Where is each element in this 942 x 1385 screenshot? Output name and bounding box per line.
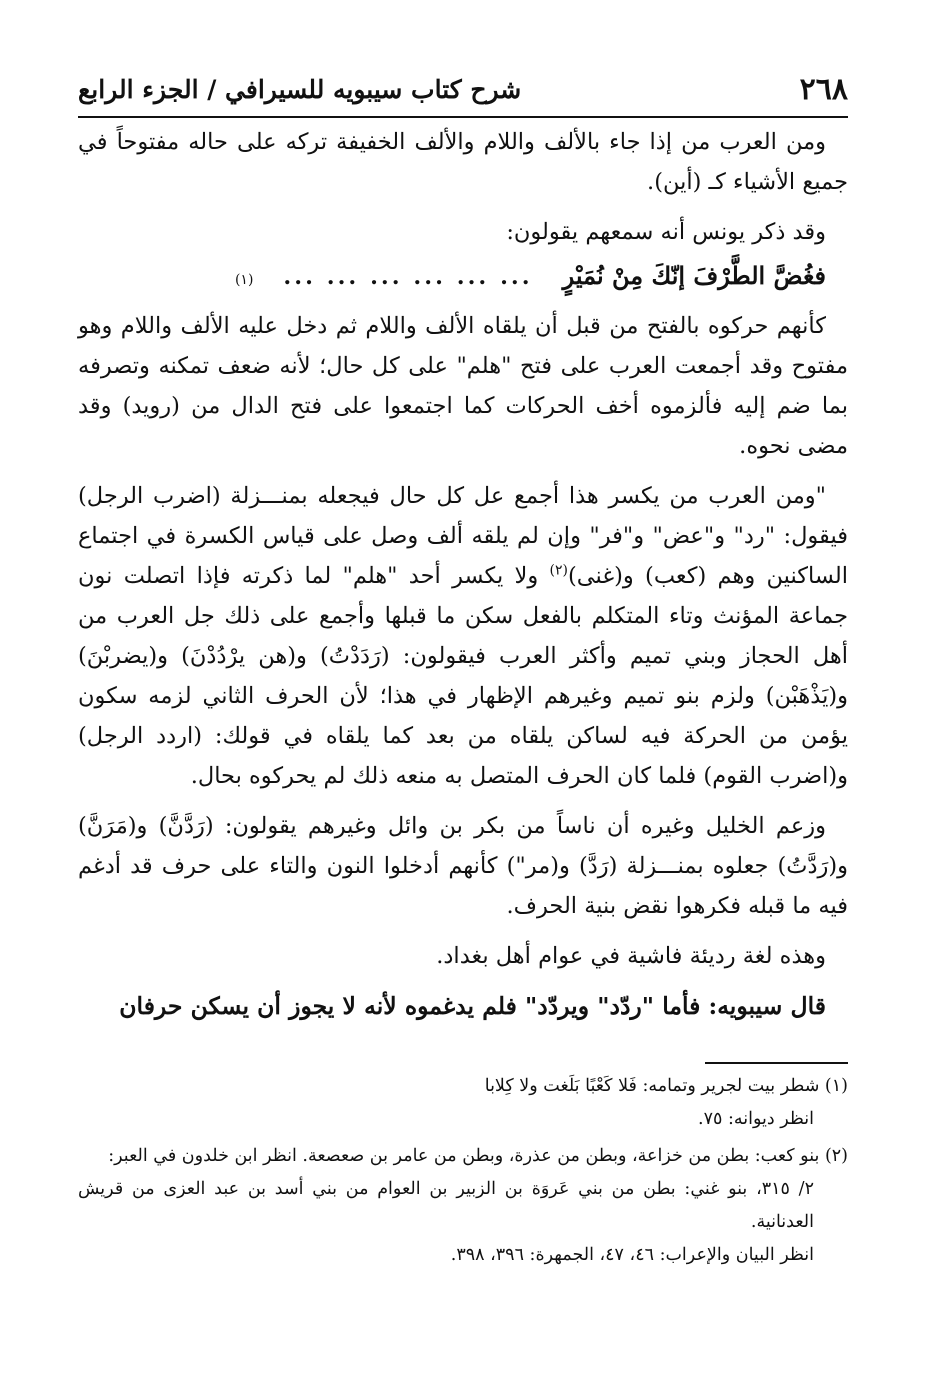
- footnote-rule: [705, 1062, 848, 1064]
- paragraph-1: ومن العرب من إذا جاء بالألف واللام والألف الخفيفة تركه على حاله مفتوحاً في جميع الأشياء كـ (أين).: [78, 129, 848, 195]
- footnote-2-source: انظر البيان والإعراب: ٤٦، ٤٧، الجمهرة: ٣٩٦، ٣٩٨.: [450, 1245, 814, 1265]
- paragraph-6: وهذه لغة رديئة فاشية في عوام أهل بغداد.: [436, 943, 826, 969]
- footnote-1: (١) شطر بيت لجرير وتمامه: فَلا كَعْبًا بَلَغت ولا كِلابا: [484, 1076, 848, 1096]
- header-rule: [78, 116, 848, 118]
- page-header: [78, 62, 848, 110]
- footnotes: [78, 1070, 848, 1272]
- paragraph-5: وزعم الخليل وغيره أن ناساً من بكر بن وائل وغيرهم يقولون: (رَدَّنَّ) و(مَرَنَّ) و(رَدَّتُ) جعلوه بمنـــزلة (رَدَّ) و(مر") كأنهم أدخلوا النون والتاء على حرف قد أدغم فيه ما قبله فكرهوا نقض بنية الحرف.: [78, 813, 848, 919]
- page-number: ٢٦٨: [799, 72, 848, 107]
- running-title: شرح كتاب سيبويه للسيرافي / الجزء الرابع: [78, 75, 522, 104]
- paragraph-2: وقد ذكر يونس أنه سمعهم يقولون:: [506, 219, 826, 245]
- footnote-2: (٢) بنو كعب: بطن من خزاعة، وبطن من عذرة، وبطن من عامر بن صعصعة. انظر ابن خلدون في العبر:: [108, 1146, 848, 1166]
- footnote-2-continued: ٢/ ٣١٥، بنو غني: بطن من بني عَروَة بن الزبير بن العوام من بني أسد بن عبد العزى من قريش العدنانية.: [78, 1179, 814, 1232]
- verse-ellipsis: ... ... ... ... ... ...: [283, 264, 533, 290]
- verse-hemistich: فغُضَّ الطَّرْفَ إنّكَ مِنْ نُمَيْرٍ: [562, 261, 826, 290]
- paragraph-7-sibawayh-quote: قال سيبويه: فأما "ردّد" ويردّد" فلم يدغموه لأنه لا يجوز أن يسكن حرفان: [119, 992, 826, 1020]
- poetry-verse: فغُضَّ الطَّرْفَ إنّكَ مِنْ نُمَيْرٍ ... ... ... ... ... ... (١): [78, 256, 848, 300]
- paragraph-3: كأنهم حركوه بالفتح من قبل أن يلقاه الألف واللام ثم دخل عليه الألف واللام وهو مفتوح وقد أجمعت العرب على فتح "هلم" على كل حال؛ لأنه ضعف تمكنه وتصرفه بما ضم إليه فألزموه أخف الحركات كما اجتمعوا على فتح الدال من (رويد) وقد مضى نحوه.: [78, 313, 848, 459]
- footnote-1-source: انظر ديوانه: ٧٥.: [698, 1109, 814, 1129]
- paragraph-4-part-b: ولا يكسر أحد "هلم" لما ذكرته فإذا اتصلت نون جماعة المؤنث وتاء المتكلم بالفعل سكن ما قبلها وأجمع على ذلك جل العرب من أهل الحجاز وبني تميم وأكثر العرب فيقولون: (رَدَدْتُ) و(هن يرْدُدْنَ) و(يضربْنَ) و(يَذْهَبْن) ولزم بنو تميم وغيرهم الإظهار في هذا؛ لأن الحرف الثاني لزمه سكون يؤمن من الحركة فيه لساكن يلقاه من بعد كما يلقاه في قولك: (اردد الرجل) و(اضرب القوم) فلما كان الحرف المتصل به منعه ذلك لم يحركوه بحال.: [78, 563, 848, 789]
- footnote-ref-2: (٢): [549, 562, 569, 579]
- paragraph-4-part-a: "ومن العرب من يكسر هذا أجمع عل كل حال فيجعله بمنـــزلة (اضرب الرجل) فيقول: "رد" و"عض" و"فر" وإن لم يلقه ألف وصل على قياس الكسرة في اجتماع الساكنين وهم (كعب) و(غنى): [78, 483, 849, 589]
- paragraph-4: [78, 476, 848, 796]
- main-text: [78, 122, 848, 1036]
